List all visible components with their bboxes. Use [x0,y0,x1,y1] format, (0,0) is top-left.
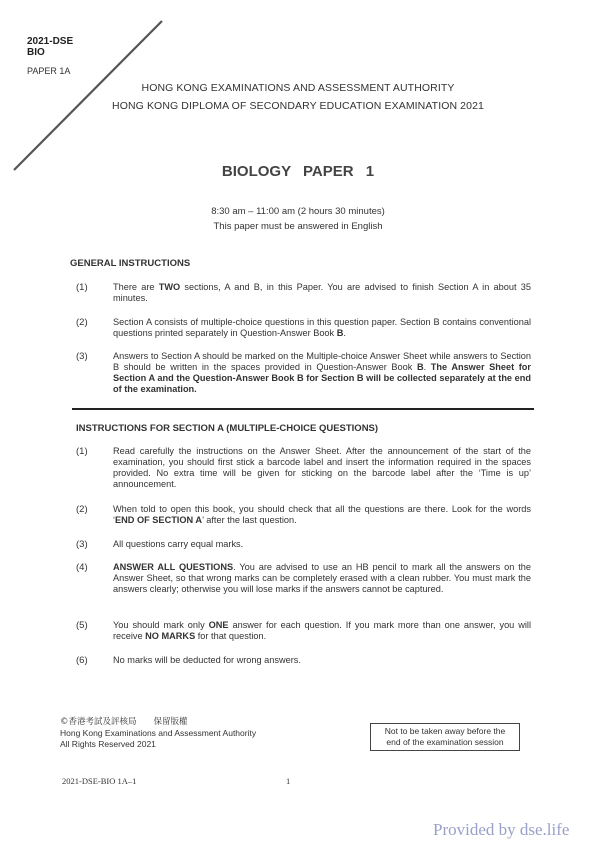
subject-code [27,36,73,58]
paper-code: PAPER 1A [27,66,71,76]
provided-by-watermark: Provided by dse.life [433,820,570,839]
item-number: (5) [76,620,88,631]
rights-reserved: All Rights Reserved 2021 [60,739,156,749]
subject-code-year: 2021-DSE [27,36,74,47]
item-number: (3) [76,539,88,550]
item-number: (1) [76,282,88,293]
section-a-heading: INSTRUCTIONS FOR SECTION A (MULTIPLE-CHOICE QUESTIONS) [76,423,379,434]
item-number: (4) [76,562,88,573]
copyright-block [60,717,256,750]
item-text: Read carefully the instructions on the Answer Sheet. After the announcement of the start of the examination, you should first stick a barcode label and insert the information required in the spaces provided. No extra time will be given for sticking on the barcode label after the ‘Time is up’ announcement. [113,446,531,489]
item-number: (6) [76,655,88,666]
exam-name: HONG KONG DIPLOMA OF SECONDARY EDUCATION EXAMINATION 2021 [112,100,484,112]
item-number: (1) [76,446,88,457]
item-number: (3) [76,351,88,362]
item-text: When told to open this book, you should check that all the questions are there. Look for the words ‘END OF SECTION A’ after the last question. [113,504,531,525]
general-instructions-heading: GENERAL INSTRUCTIONS [70,258,191,269]
exam-time: 8:30 am – 11:00 am (2 hours 30 minutes) [211,206,385,217]
item-text: There are TWO sections, A and B, in this Paper. You are advised to finish Section A in about 35 minutes. [113,282,532,303]
item-text: Section A consists of multiple-choice questions in this question paper. Section B contains conventional questions printed separately in Question-Answer Book B. [113,317,531,338]
item-number: (2) [76,504,88,515]
item-text: All questions carry equal marks. [113,539,244,549]
copyright-english: Hong Kong Examinations and Assessment Authority [60,728,257,738]
page-title: BIOLOGY PAPER 1 [221,163,375,180]
item-number: (2) [76,317,88,328]
subject-code-bio: BIO [27,47,45,58]
page-number: 1 [286,776,291,786]
item-text: You should mark only ONE answer for each question. If you mark more than one answer, you will receive NO MARKS for that question. [113,620,531,641]
item-text: ANSWER ALL QUESTIONS. You are advised to use an HB pencil to mark all the answers on the Answer Sheet, so that wrong marks can be completely erased with a clean rubber. You must mark the answers clearly; otherwise you will lose marks if the answers cannot be captured. [113,562,531,594]
section-divider [72,408,534,410]
authority-name: HONG KONG EXAMINATIONS AND ASSESSMENT AUTHORITY [141,82,455,94]
page-code: 2021-DSE-BIO 1A–1 [62,776,137,786]
item-text: No marks will be deducted for wrong answers. [113,655,301,665]
language-note: This paper must be answered in English [213,221,383,232]
copyright-chinese: ©香港考試及評核局 保留版權 [60,717,188,727]
item-text: Answers to Section A should be marked on the Multiple-choice Answer Sheet while answers to Section B should be written in the spaces provided in Question-Answer Book B. The Answer Sheet for Section A and the Question-Answer Book B for Section B will be collected separately at the end of the examination. [113,351,531,394]
not-to-be-taken-away-notice: Not to be taken away before the end of the examination session [370,723,520,751]
